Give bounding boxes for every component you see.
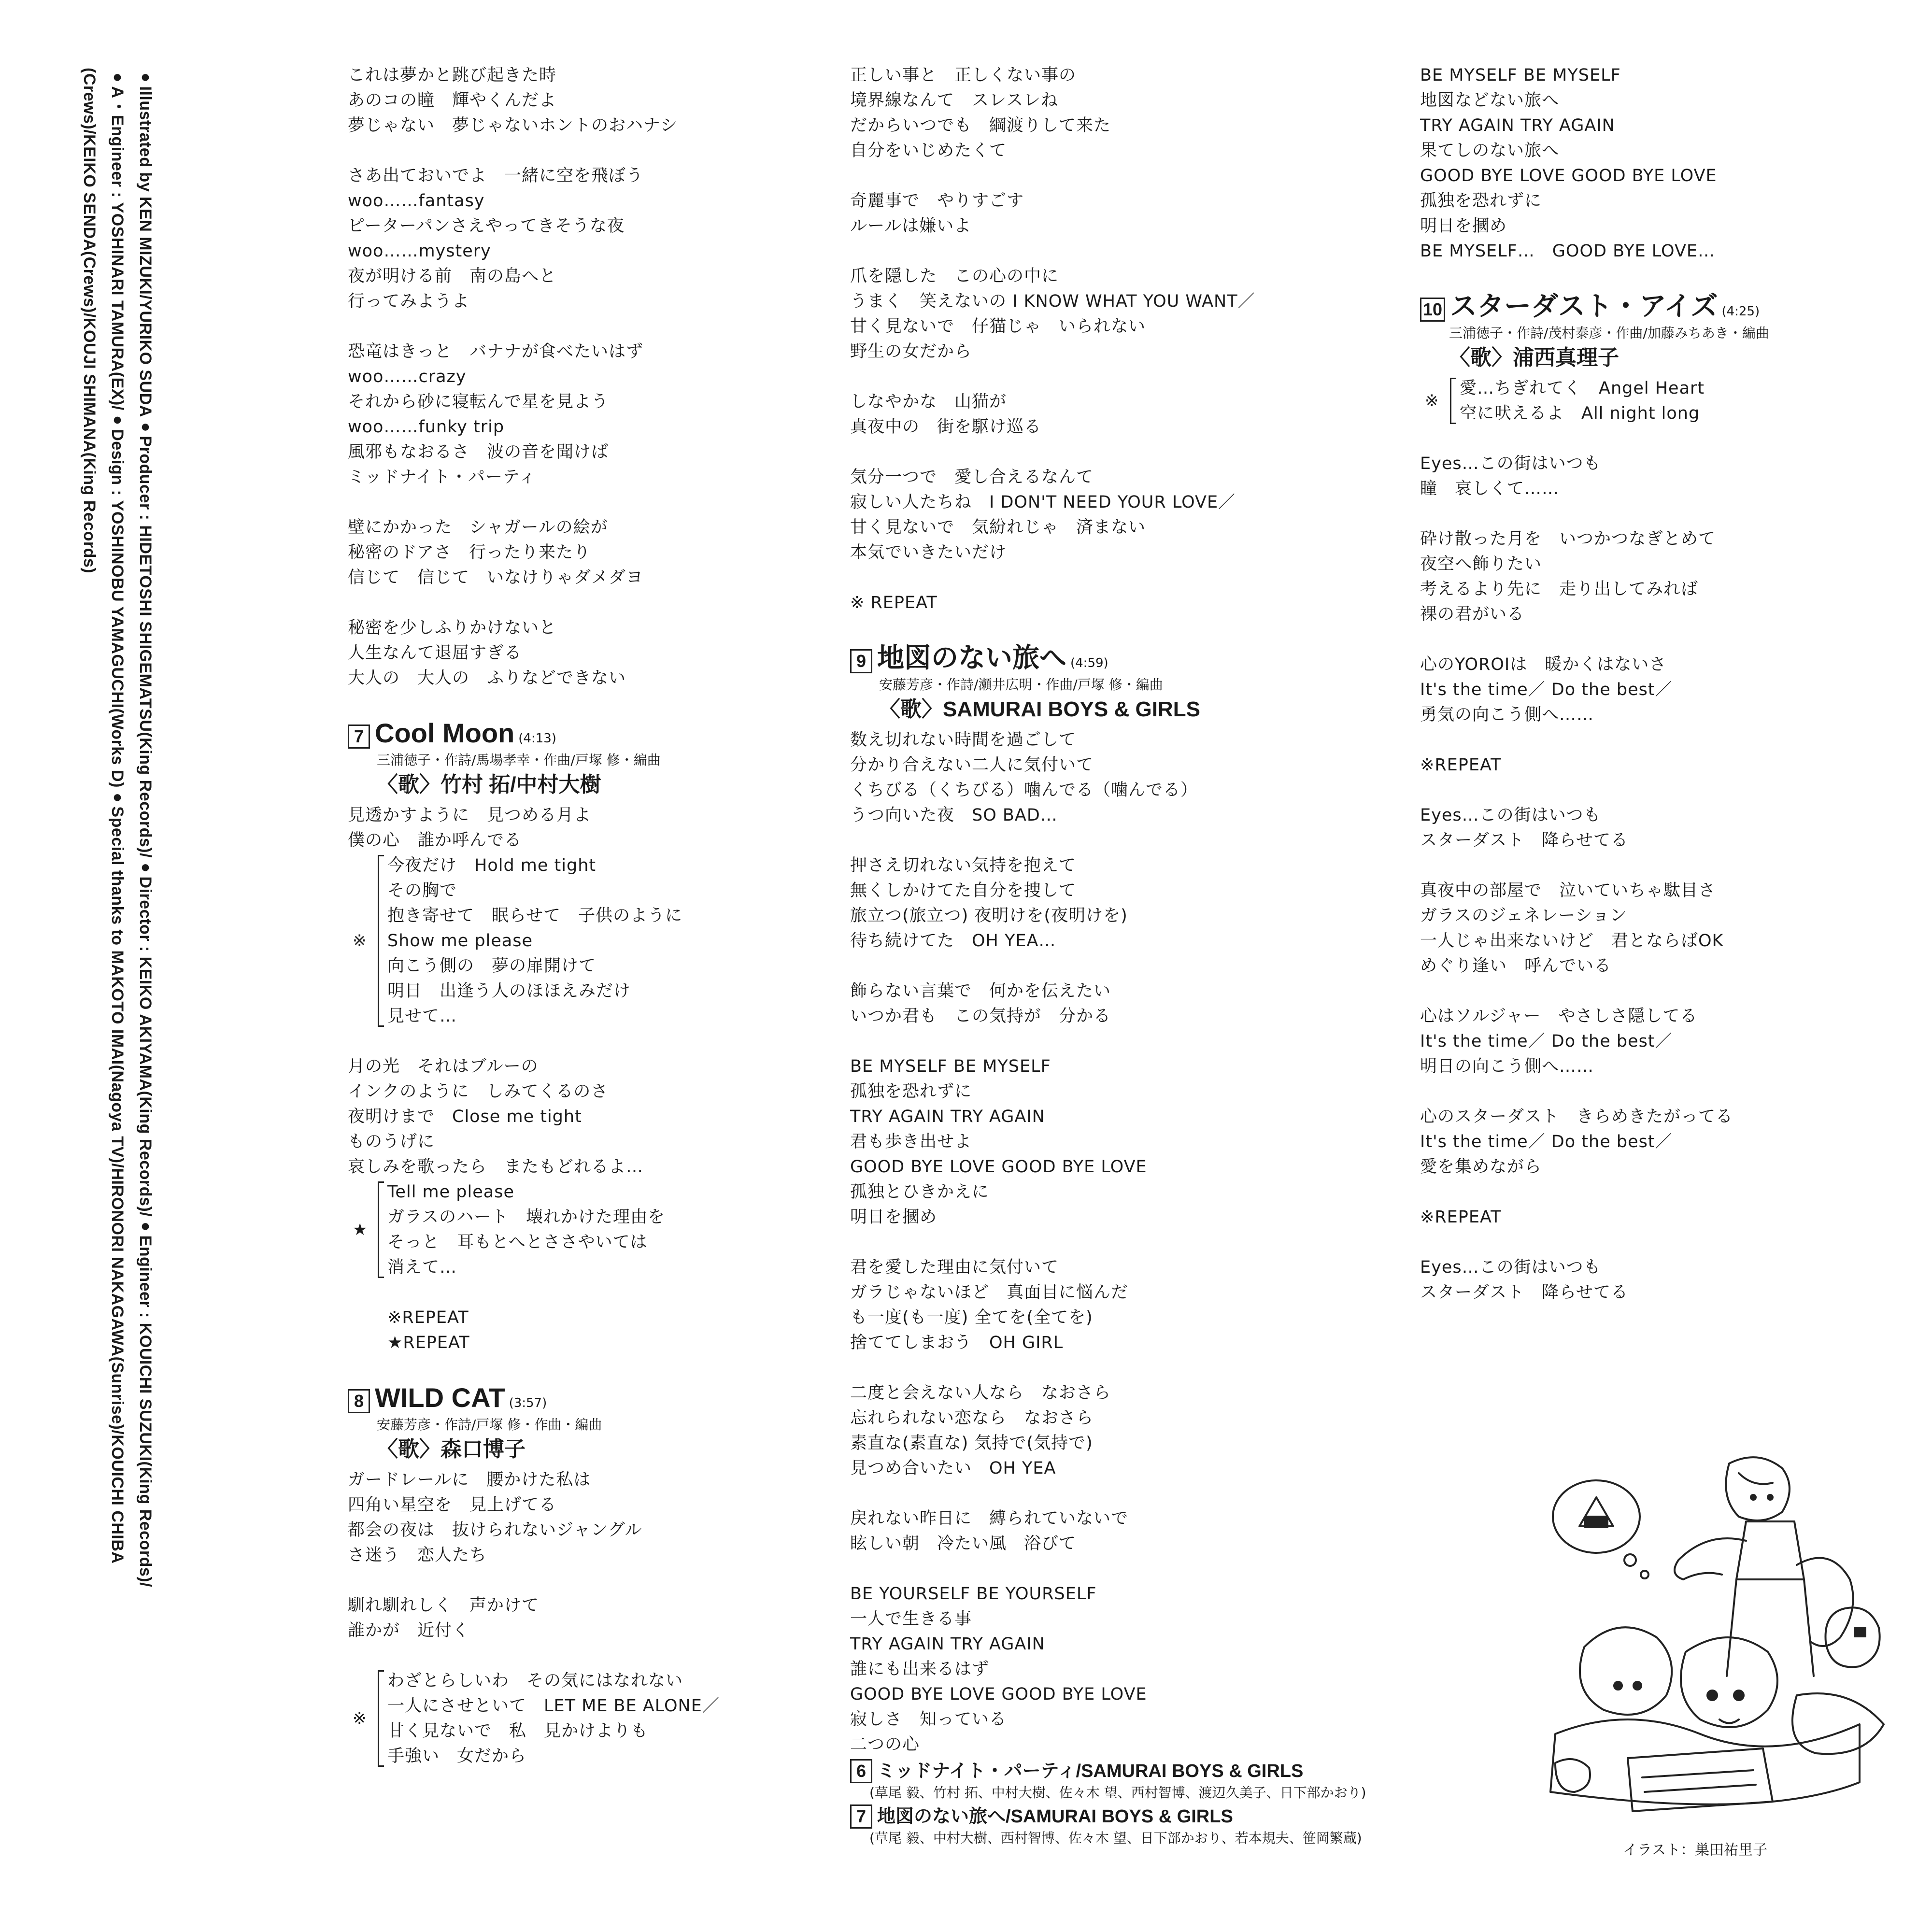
bonus-track-title: 地図のない旅へ/SAMURAI BOYS & GIRLS xyxy=(877,1806,1233,1827)
lyric-line: 真夜中の部屋で 泣いていちゃ駄目さ xyxy=(1420,881,1716,900)
lyric-line: 正しい事と 正しくない事の xyxy=(850,66,1077,85)
lyric-line: ガードレールに 腰かけた私は xyxy=(348,1470,591,1490)
song7-repeats xyxy=(348,1305,831,1355)
lyric-line: それから砂に寝転んで星を見よう xyxy=(348,392,609,412)
illustration-caption: イラスト：巣田祐里子 xyxy=(1623,1842,1768,1859)
track-number: 7 xyxy=(850,1804,872,1829)
lyric-line: 夢じゃない 夢じゃないホントのおハナシ xyxy=(348,116,678,135)
lyric-line: 一人で生きる事 xyxy=(850,1609,972,1629)
lyric-line: も一度(も一度) 全てを(全てを) xyxy=(850,1308,1093,1327)
lyric-line: 戻れない昨日に 縛られていないで xyxy=(850,1509,1129,1528)
lyric-line: 見透かすように 見つめる月よ xyxy=(348,806,592,825)
lyric-line: woo……fantasy xyxy=(348,191,485,211)
lyric-line: めぐり逢い 呼んでいる xyxy=(1420,956,1612,976)
lyric-line: It's the time／ Do the best／ xyxy=(1420,680,1673,699)
song-credit: 安藤芳彦・作詩/戸塚 修・作曲・編曲 xyxy=(377,1417,602,1433)
lyric-line: 旅立つ(旅立つ) 夜明けを(夜明けを) xyxy=(850,906,1128,925)
lyric-line: GOOD BYE LOVE GOOD BYE LOVE xyxy=(850,1685,1147,1704)
credits-strip xyxy=(72,68,159,1855)
lyric-line: 本気でいきたいだけ xyxy=(850,543,1007,562)
lyric-line: わざとらしいわ その気にはなれない xyxy=(387,1671,683,1690)
lyric-line: 甘く見ないで 仔猫じゃ いられない xyxy=(850,317,1146,336)
lyric-line: GOOD BYE LOVE GOOD BYE LOVE xyxy=(850,1157,1147,1177)
lyric-line: ※ REPEAT xyxy=(850,593,938,612)
lyric-line: 夜空へ飾りたい xyxy=(1420,554,1542,574)
bracket-line xyxy=(1450,378,1456,424)
lyric-line: ミッドナイト・パーティ xyxy=(348,468,537,487)
lyric-line: 月の光 それはブルーの xyxy=(348,1057,539,1076)
song9-lyrics xyxy=(850,727,1406,1757)
lyric-line: woo……mystery xyxy=(348,242,491,261)
lyric-line: 信じて 信じて いなけりゃダメダヨ xyxy=(348,568,644,587)
song-singer: 〈歌〉森口博子 xyxy=(377,1437,526,1461)
bonus-track-row xyxy=(850,1804,1406,1829)
lyric-line: TRY AGAIN TRY AGAIN xyxy=(850,1107,1045,1126)
song8-lyrics-continued xyxy=(850,63,1406,615)
lyric-line: 消えて… xyxy=(387,1258,457,1277)
lyric-line: 考えるより先に 走り出してみれば xyxy=(1420,580,1699,599)
lyric-line: ※REPEAT xyxy=(387,1308,469,1327)
lyric-line: 抱き寄せて 眠らせて 子供のように xyxy=(387,906,682,925)
lyric-line: 真夜中の 街を駆け巡る xyxy=(850,417,1042,437)
lyric-line: ガラスのジェネレーション xyxy=(1420,906,1627,925)
lyric-line: BE MYSELF BE MYSELF xyxy=(1420,66,1621,85)
song-title: Cool Moon xyxy=(375,718,515,748)
song-duration: (3:57) xyxy=(509,1396,547,1410)
lyric-line: しなやかな 山猫が xyxy=(850,392,1007,412)
lyric-line: Eyes…この街はいつも xyxy=(1420,806,1601,825)
song7-star-block xyxy=(348,1179,831,1280)
song8-verse1 xyxy=(348,1467,831,1568)
lyric-line: 明日の向こう側へ…… xyxy=(1420,1057,1594,1076)
lyric-line: うつ向いた夜 SO BAD… xyxy=(850,806,1058,825)
lyric-line: 甘く見ないで 気紛れじゃ 済まない xyxy=(850,518,1146,537)
lyrics-column-1 xyxy=(348,63,831,1769)
lyric-line: 誰かが 近付く xyxy=(348,1621,470,1640)
song8-header xyxy=(348,1380,831,1464)
credits-line: ●Illustrated by KEN MIZUKI/YURIKO SUDA●Producer : HIDETOSHI SHIGEMATSU(King Records)/●Director : KEIKO AKIYAMA(King Records)/●Engineer : KOUICHI SUZUKI(King Records)/ xyxy=(136,68,155,1588)
lyric-line: ピーターパンさえやってきそうな夜 xyxy=(348,216,625,236)
lyric-line: 爪を隠した この心の中に xyxy=(850,267,1059,286)
lyric-line: 空に吠えるよ All night long xyxy=(1460,404,1700,423)
lyric-line: 数え切れない時間を過ごして xyxy=(850,730,1077,750)
lyric-line: ★REPEAT xyxy=(387,1333,470,1352)
track-number: 8 xyxy=(348,1389,370,1413)
lyric-line: 飾らない言葉で 何かを伝えたい xyxy=(850,981,1111,1001)
song8-chorus-block xyxy=(348,1668,831,1769)
song-singer: 〈歌〉SAMURAI BOYS & GIRLS xyxy=(879,697,1200,721)
lyric-line: いつか君も この気持が 分かる xyxy=(850,1007,1111,1026)
lyric-line: 自分をいじめたくて xyxy=(850,141,1007,160)
track-number: 7 xyxy=(348,724,370,749)
lyric-line: 気分一つで 愛し合えるなんて xyxy=(850,468,1094,487)
lyric-line: woo……crazy xyxy=(348,367,467,386)
lyric-line: さ迷う 恋人たち xyxy=(348,1546,487,1565)
lyric-line: 孤独を恐れずに xyxy=(850,1082,972,1101)
lyric-line: 砕け散った月を いつかつなぎとめて xyxy=(1420,529,1716,549)
song-singer: 〈歌〉竹村 拓/中村大樹 xyxy=(377,773,601,796)
lyric-line: 秘密のドアさ 行ったり来たり xyxy=(348,543,591,562)
lyric-line: 孤独とひきかえに xyxy=(850,1182,990,1202)
song-duration: (4:25) xyxy=(1721,304,1760,319)
lyric-line: 夜が明ける前 南の島へと xyxy=(348,267,557,286)
lyric-line: 人生なんて退屈すぎる xyxy=(348,643,522,663)
lyric-line: インクのように しみてくるのさ xyxy=(348,1082,609,1101)
lyric-line: 都会の夜は 抜けられないジャングル xyxy=(348,1520,642,1540)
lyric-line: 無くしかけてた自分を捜して xyxy=(850,881,1077,900)
lyric-line: 奇麗事で やりすごす xyxy=(850,191,1024,211)
star-mark: ★ xyxy=(353,1220,368,1239)
lyric-line: 待ち続けてた OH YEA… xyxy=(850,931,1056,951)
lyric-line: 寂しい人たちね I DON'T NEED YOUR LOVE／ xyxy=(850,493,1236,512)
lyric-line: 明日 出逢う人のほほえみだけ xyxy=(387,981,631,1001)
lyric-line: 分かり合えない二人に気付いて xyxy=(850,755,1094,775)
lyric-line: 愛を集めながら xyxy=(1420,1157,1542,1177)
lyric-line: 瞳 哀しくて…… xyxy=(1420,479,1560,498)
credits-line: (Crews)/KEIKO SENDA(Crews)/KOUJI SHIMANA(King Records) xyxy=(80,68,99,574)
song7-intro xyxy=(348,803,831,853)
lyric-line: 大人の 大人の ふりなどできない xyxy=(348,668,626,688)
lyric-line: 君も歩き出せよ xyxy=(850,1132,972,1151)
lyric-line: GOOD BYE LOVE GOOD BYE LOVE xyxy=(1420,166,1717,185)
track-number: 9 xyxy=(850,649,872,673)
lyric-line: 孤独を恐れずに xyxy=(1420,191,1542,211)
lyric-line: 明日を摑め xyxy=(850,1208,938,1227)
lyric-line: くちびる（くちびる）噛んでる（噛んでる） xyxy=(850,781,1198,800)
song9-lyrics-continued xyxy=(1420,63,1922,264)
lyric-line: これは夢かと跳び起きた時 xyxy=(348,66,557,85)
lyric-line: BE MYSELF… GOOD BYE LOVE… xyxy=(1420,242,1716,261)
bonus-track-members: (草尾 毅、中村大樹、西村智博、佐々木 望、日下部かおり、若本規夫、笹岡繁蔵) xyxy=(869,1830,1362,1846)
lyric-line: だからいつでも 綱渡りして来た xyxy=(850,116,1111,135)
lyric-line: Tell me please xyxy=(387,1182,514,1202)
song10-header xyxy=(1420,289,1922,373)
track-number: 10 xyxy=(1420,298,1445,322)
lyric-line: 明日を摑め xyxy=(1420,216,1507,236)
lyric-line: woo……funky trip xyxy=(348,417,505,437)
lyric-line: Eyes…この街はいつも xyxy=(1420,1258,1601,1277)
lyric-line: 押さえ切れない気持を抱えて xyxy=(850,856,1077,875)
lyric-line: 勇気の向こう側へ…… xyxy=(1420,705,1594,724)
song10-chorus-block xyxy=(1420,376,1922,426)
lyric-line: Eyes…この街はいつも xyxy=(1420,454,1601,473)
credits-line: ●A・Engineer : YOSHINARI TAMURA(EX)/●Design : YOSHINOBU YAMAGUCHI(Works D)●Special thanks to MAKOTO IMAI(Nagoya TV)/HIRONORI NAKAGAWA(Sunrise)/KOUICHI CHIBA xyxy=(108,68,127,1564)
chorus-mark: ※ xyxy=(353,1709,367,1728)
lyric-line: 愛…ちぎれてく Angel Heart xyxy=(1460,379,1705,398)
lyric-line: うまく 笑えないの I KNOW WHAT YOU WANT／ xyxy=(850,292,1255,311)
lyric-line: 裸の君がいる xyxy=(1420,605,1525,624)
lyric-line: 地図などない旅へ xyxy=(1420,91,1560,110)
lyric-line: その胸で xyxy=(387,881,457,900)
lyric-line: 心はソルジャー やさしさ隠してる xyxy=(1420,1007,1698,1026)
lyric-line: 馴れ馴れしく 声かけて xyxy=(348,1596,540,1615)
lyric-line: 哀しみを歌ったら またもどれるよ… xyxy=(348,1157,644,1177)
lyric-line: 素直な(素直な) 気持で(気持で) xyxy=(850,1434,1093,1453)
lyric-line: 四角い星空を 見上げてる xyxy=(348,1495,557,1515)
track-number: 6 xyxy=(850,1759,872,1783)
lyric-line: ガラスのハート 壊れかけた理由を xyxy=(387,1208,665,1227)
lyric-line: 忘れられない恋なら なおさら xyxy=(850,1408,1094,1428)
song7-verse2 xyxy=(348,1054,831,1179)
bonus-track-list xyxy=(850,1759,1406,1848)
song8-verse2 xyxy=(348,1593,831,1643)
lyric-line: 今夜だけ Hold me tight xyxy=(387,856,597,875)
lyric-line: 心のYOROIは 暖かくはないさ xyxy=(1420,655,1667,674)
lyric-line: BE YOURSELF BE YOURSELF xyxy=(850,1584,1097,1604)
lyric-line: 誰にも出来るはず xyxy=(850,1660,990,1679)
lyric-line: さあ出ておいでよ 一緒に空を飛ぼう xyxy=(348,166,644,185)
song7-chorus-block xyxy=(348,853,831,1029)
song-title: 地図のない旅へ xyxy=(877,642,1066,673)
lyric-line: 捨ててしまおう OH GIRL xyxy=(850,1333,1064,1352)
song-duration: (4:13) xyxy=(518,731,556,746)
lyric-line: 壁にかかった シャガールの絵が xyxy=(348,518,608,537)
song6-lyrics-continued xyxy=(348,63,831,691)
lyric-line: 風邪もなおるさ 波の音を聞けば xyxy=(348,442,609,462)
song-duration: (4:59) xyxy=(1070,656,1108,670)
lyric-line: 心のスターダスト きらめきたがってる xyxy=(1420,1107,1733,1126)
lyric-line: It's the time／ Do the best／ xyxy=(1420,1032,1673,1051)
lyric-line: TRY AGAIN TRY AGAIN xyxy=(850,1634,1045,1654)
lyric-line: 野生の女だから xyxy=(850,342,972,361)
song-title: スターダスト・アイズ xyxy=(1450,291,1718,321)
lyric-line: 果てしのない旅へ xyxy=(1420,141,1560,160)
lyric-line: 手強い 女だから xyxy=(387,1747,527,1766)
lyric-line: 恐竜はきっと バナナが食べたいはず xyxy=(348,342,644,361)
lyric-line: ※REPEAT xyxy=(1420,1208,1502,1227)
lyric-line: TRY AGAIN TRY AGAIN xyxy=(1420,116,1615,135)
lyric-line: 向こう側の 夢の扉開けて xyxy=(387,956,597,976)
bonus-track-title: ミッドナイト・パーティ/SAMURAI BOYS & GIRLS xyxy=(877,1761,1304,1781)
lyric-line: Show me please xyxy=(387,931,533,951)
lyric-line: スターダスト 降らせてる xyxy=(1420,831,1628,850)
lyrics-column-2 xyxy=(850,63,1406,1848)
bonus-track-row xyxy=(850,1759,1406,1783)
lyric-line: 僕の心 誰か呼んでる xyxy=(348,831,522,850)
lyric-line: 秘密を少しふりかけないと xyxy=(348,618,557,638)
chorus-mark: ※ xyxy=(353,931,367,951)
lyric-line: ※REPEAT xyxy=(1420,755,1502,775)
lyric-line: 見せて… xyxy=(387,1007,457,1026)
song-credit: 三浦徳子・作詩/茂村泰彦・作曲/加藤みちあき・編曲 xyxy=(1449,325,1769,341)
lyric-line: あのコの瞳 輝やくんだよ xyxy=(348,91,557,110)
lyric-line: 夜明けまで Close me tight xyxy=(348,1107,582,1126)
song-credit: 安藤芳彦・作詩/瀬井広明・作曲/戸塚 修・編曲 xyxy=(879,677,1163,693)
lyric-line: 行ってみようよ xyxy=(348,292,470,311)
bracket-line xyxy=(378,1181,384,1278)
bonus-track-members: (草尾 毅、竹村 拓、中村大樹、佐々木 望、西村智博、渡辺久美子、日下部かおり) xyxy=(869,1785,1366,1801)
song9-header xyxy=(850,640,1406,724)
lyric-line: It's the time／ Do the best／ xyxy=(1420,1132,1673,1151)
lyric-line: ルールは嫌いよ xyxy=(850,216,972,236)
character-illustration xyxy=(1526,1444,1893,1840)
song10-lyrics xyxy=(1420,451,1922,1305)
song-singer: 〈歌〉浦西真理子 xyxy=(1449,346,1619,369)
song-title: WILD CAT xyxy=(375,1382,505,1413)
lyric-line: 境界線なんて スレスレね xyxy=(850,91,1058,110)
song-credit: 三浦徳子・作詩/馬場孝幸・作曲/戸塚 修・編曲 xyxy=(377,752,661,768)
lyric-line: スターダスト 降らせてる xyxy=(1420,1283,1628,1302)
lyric-line: 二つの心 xyxy=(850,1735,920,1754)
lyric-line: 眩しい朝 冷たい風 浴びて xyxy=(850,1534,1077,1553)
chorus-mark: ※ xyxy=(1425,391,1439,411)
lyric-line: ものうげに xyxy=(348,1132,435,1151)
lyric-line: 二度と会えない人なら なおさら xyxy=(850,1383,1111,1403)
lyric-line: 一人にさせといて LET ME BE ALONE／ xyxy=(387,1696,720,1716)
lyric-line: 一人じゃ出来ないけど 君とならばOK xyxy=(1420,931,1724,951)
song7-header xyxy=(348,716,831,800)
lyric-line: 君を愛した理由に気付いて xyxy=(850,1258,1059,1277)
lyric-line: 見つめ合いたい OH YEA xyxy=(850,1459,1056,1478)
lyric-line: BE MYSELF BE MYSELF xyxy=(850,1057,1051,1076)
lyrics-column-3 xyxy=(1420,63,1922,1305)
lyric-line: ガラじゃないほど 真面目に悩んだ xyxy=(850,1283,1129,1302)
bracket-line xyxy=(378,1670,384,1767)
lyric-line: 寂しさ 知っている xyxy=(850,1710,1007,1729)
bracket-line xyxy=(378,855,384,1027)
lyric-line: 甘く見ないで 私 見かけよりも xyxy=(387,1721,649,1741)
lyric-line: そっと 耳もとへとささやいては xyxy=(387,1233,648,1252)
